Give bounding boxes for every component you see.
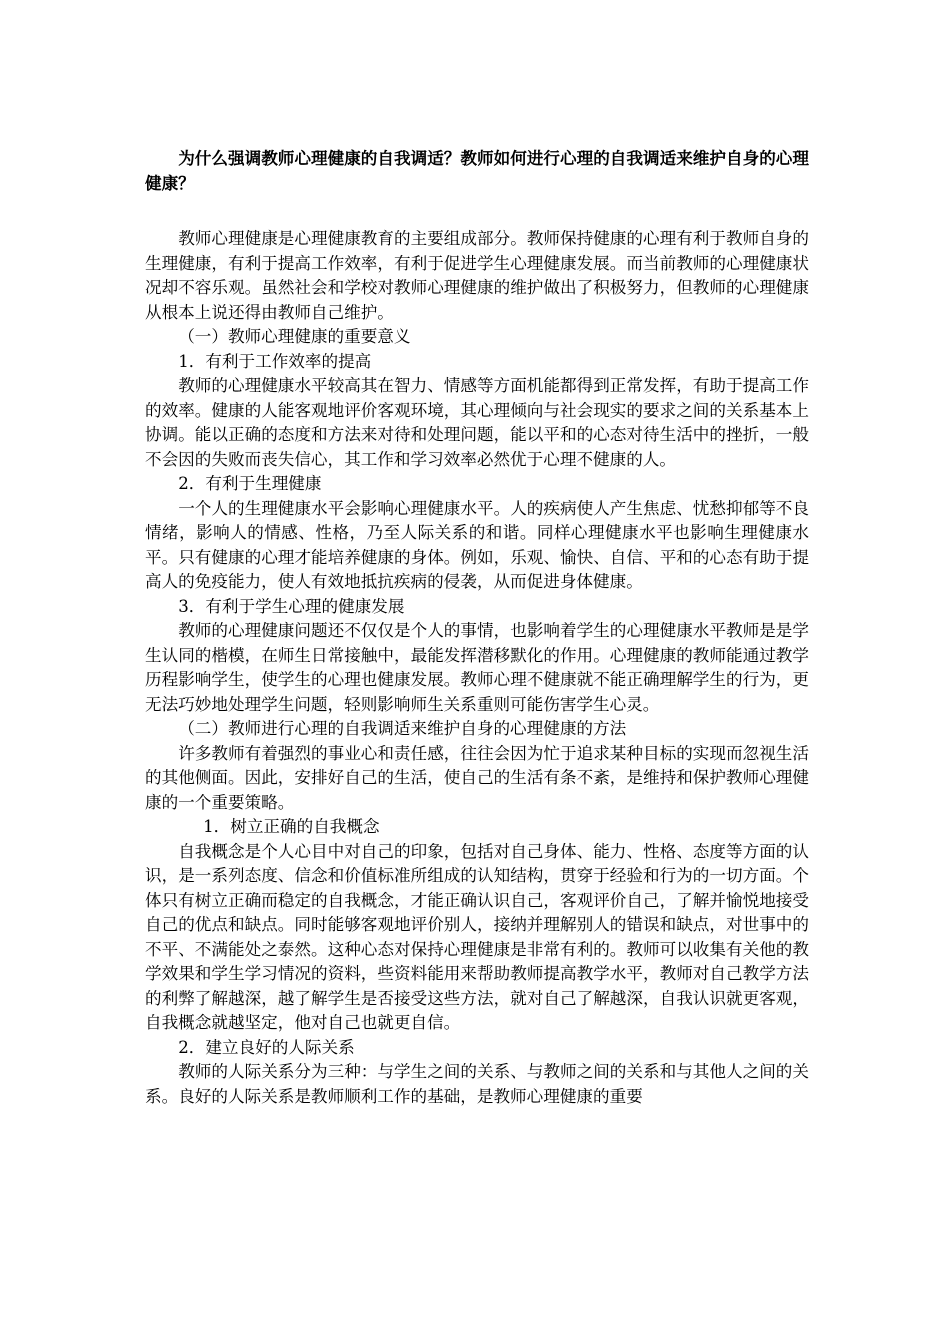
section-heading-2: （二）教师进行心理的自我调适来维护自身的心理健康的方法 — [178, 719, 627, 738]
document-page — [145, 146, 809, 1109]
body-paragraph: 教师的心理健康水平较高其在智力、情感等方面机能都得到正常发挥，有助于提高工作的效率。健康的人能客观地评价客观环境，其心理倾向与社会现实的要求之间的关系基本上协调。能以正确的态度和方法来对待和处理问题，能以平和的心态对待生活中的挫折，一般不会因的失败而丧失信心，其工作和学习效率必然优于心理不健康的人。 — [145, 376, 809, 469]
subheading-2-1: 1．树立正确的自我概念 — [203, 817, 380, 836]
subheading-1-1: 1．有利于工作效率的提高 — [178, 351, 372, 371]
subheading-2-2: 2．建立良好的人际关系 — [178, 1037, 355, 1057]
body-paragraph: 自我概念是个人心目中对自己的印象，包括对自己身体、能力、性格、态度等方面的认识，是一系列态度、信念和价值标准所组成的认知结构，贯穿于经验和行为的一切方面。个体只有树立正确而稳定的自我概念，才能正确认识自己，客观评价自己，了解并愉悦地接受自己的优点和缺点。同时能够客观地评价别人，接纳并理解别人的错误和缺点，对世事中的不平、不满能处之泰然。这种心态对保持心理健康是非常有利的。教师可以收集有关他的教学效果和学生学习情况的资料，些资料能用来帮助教师提高教学水平，教师对自己教学方法的利弊了解越深，越了解学生是否接受这些方法，就对自己了解越深，自我认识就更客观，自我概念就越坚定，他对自己也就更自信。 — [145, 841, 809, 1032]
intro-paragraph: 教师心理健康是心理健康教育的主要组成部分。教师保持健康的心理有利于教师自身的生理健康，有利于提高工作效率，有利于促进学生心理健康发展。而当前教师的心理健康状况却不容乐观。虽然社会和学校对教师心理健康的维护做出了积极努力，但教师的心理健康从根本上说还得由教师自己维护。 — [145, 229, 809, 322]
document-title: 为什么强调教师心理健康的自我调适？教师如何进行心理的自我调适来维护自身的心理健康？ — [145, 148, 809, 193]
body-paragraph: 教师的心理健康问题还不仅仅是个人的事情，也影响着学生的心理健康水平教师是是学生认同的楷模，在师生日常接触中，最能发挥潜移默化的作用。心理健康的教师能通过教学历程影响学生，使学生的心理也健康发展。教师心理不健康就不能正确理解学生的行为，更无法巧妙地处理学生问题，轻则影响师生关系重则可能伤害学生心灵。 — [145, 621, 809, 714]
subheading-1-3: 3．有利于学生心理的健康发展 — [178, 596, 405, 616]
subheading-1-2: 2．有利于生理健康 — [178, 474, 322, 493]
body-paragraph: 许多教师有着强烈的事业心和责任感，往往会因为忙于追求某种目标的实现而忽视生活的其他侧面。因此，安排好自己的生活，使自己的生活有条不紊，是维持和保护教师心理健康的一个重要策略。 — [145, 743, 809, 812]
section-heading-1: （一）教师心理健康的重要意义 — [178, 327, 411, 346]
body-paragraph: 一个人的生理健康水平会影响心理健康水平。人的疾病使人产生焦虑、忧愁抑郁等不良情绪，影响人的情感、性格，乃至人际关系的和谐。同样心理健康水平也影响生理健康水平。只有健康的心理才能培养健康的身体。例如，乐观、愉快、自信、平和的心态有助于提高人的免疫能力，使人有效地抵抗疾病的侵袭，从而促进身体健康。 — [145, 498, 809, 591]
body-paragraph: 教师的人际关系分为三种：与学生之间的关系、与教师之间的关系和与其他人之间的关系。良好的人际关系是教师顺利工作的基础，是教师心理健康的重要 — [145, 1062, 809, 1106]
